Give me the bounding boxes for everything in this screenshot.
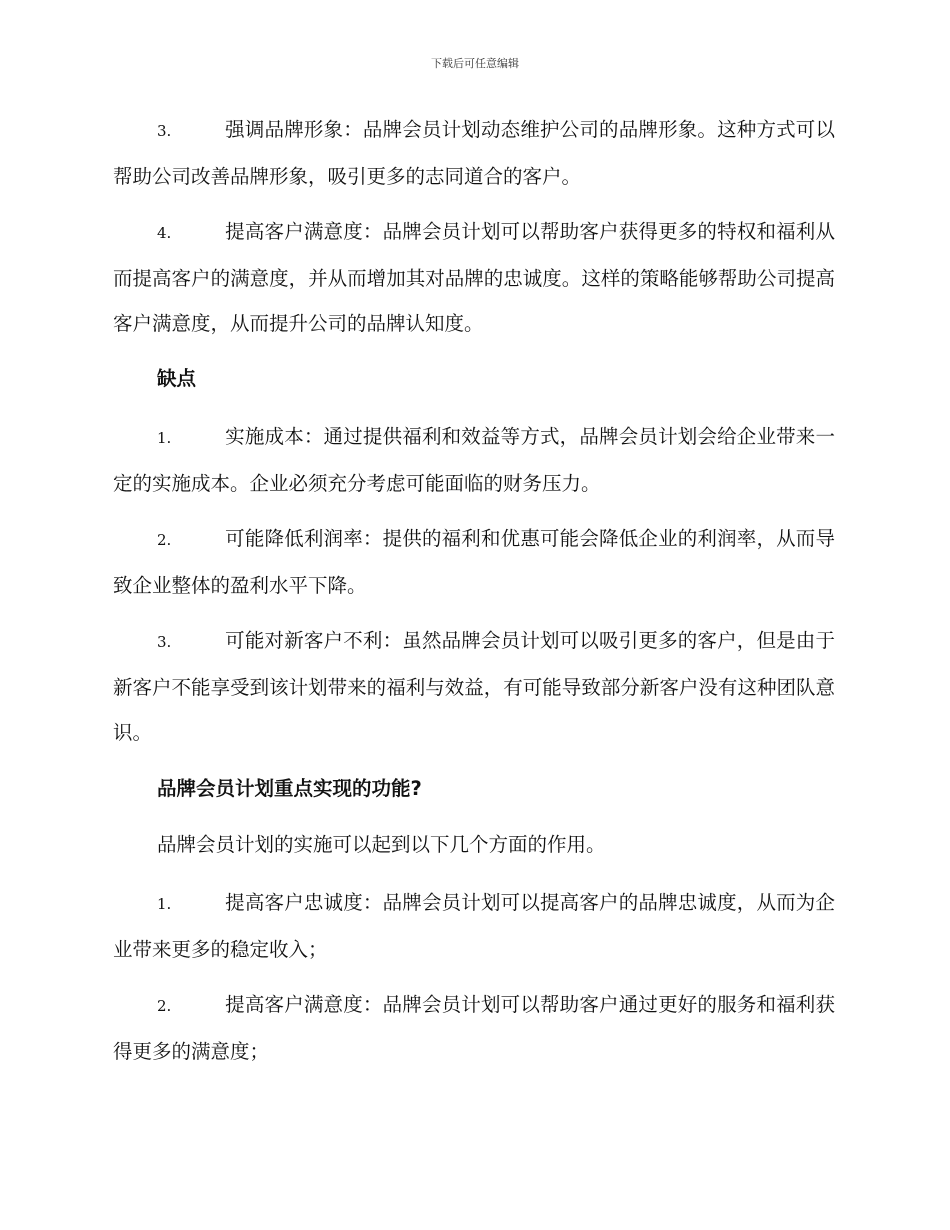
section-heading-disadvantages: 缺点 xyxy=(157,367,197,390)
disadvantage-item-2 xyxy=(113,516,835,608)
functions-intro: 品牌会员计划的实施可以起到以下几个方面的作用。 xyxy=(157,833,606,856)
item-number: 2. xyxy=(157,531,172,549)
page-header: 下载后可任意编辑 xyxy=(431,57,519,70)
advantage-item-4 xyxy=(113,209,835,346)
advantage-item-3 xyxy=(113,107,835,199)
disadvantage-item-1 xyxy=(113,414,835,506)
item-text: 提高客户满意度：品牌会员计划可以帮助客户获得更多的特权和福利从而提高客户的满意度，并从而增加其对品牌的忠诚度。这样的策略能够帮助公司提高客户满意度，从而提升公司的品牌认知度。 xyxy=(113,220,835,335)
item-number: 1. xyxy=(157,895,172,913)
item-number: 3. xyxy=(157,633,172,651)
item-text: 提高客户满意度：品牌会员计划可以帮助客户通过更好的服务和福利获得更多的满意度； xyxy=(113,993,835,1063)
item-text: 实施成本：通过提供福利和效益等方式，品牌会员计划会给企业带来一定的实施成本。企业必须充分考虑可能面临的财务压力。 xyxy=(113,425,835,495)
item-number: 4. xyxy=(157,224,172,242)
item-text: 强调品牌形象：品牌会员计划动态维护公司的品牌形象。这种方式可以帮助公司改善品牌形象，吸引更多的志同道合的客户。 xyxy=(113,118,835,188)
item-text: 提高客户忠诚度：品牌会员计划可以提高客户的品牌忠诚度，从而为企业带来更多的稳定收入； xyxy=(113,891,835,961)
item-text: 可能对新客户不利：虽然品牌会员计划可以吸引更多的客户，但是由于新客户不能享受到该计划带来的福利与效益，有可能导致部分新客户没有这种团队意识。 xyxy=(113,629,835,744)
item-text: 可能降低利润率：提供的福利和优惠可能会降低企业的利润率，从而导致企业整体的盈利水平下降。 xyxy=(113,527,835,597)
disadvantage-item-3 xyxy=(113,618,835,755)
item-number: 1. xyxy=(157,429,172,447)
item-number: 3. xyxy=(157,122,172,140)
item-number: 2. xyxy=(157,997,172,1015)
function-item-2 xyxy=(113,982,835,1074)
function-item-1 xyxy=(113,880,835,972)
section-heading-functions: 品牌会员计划重点实现的功能? xyxy=(157,777,422,800)
